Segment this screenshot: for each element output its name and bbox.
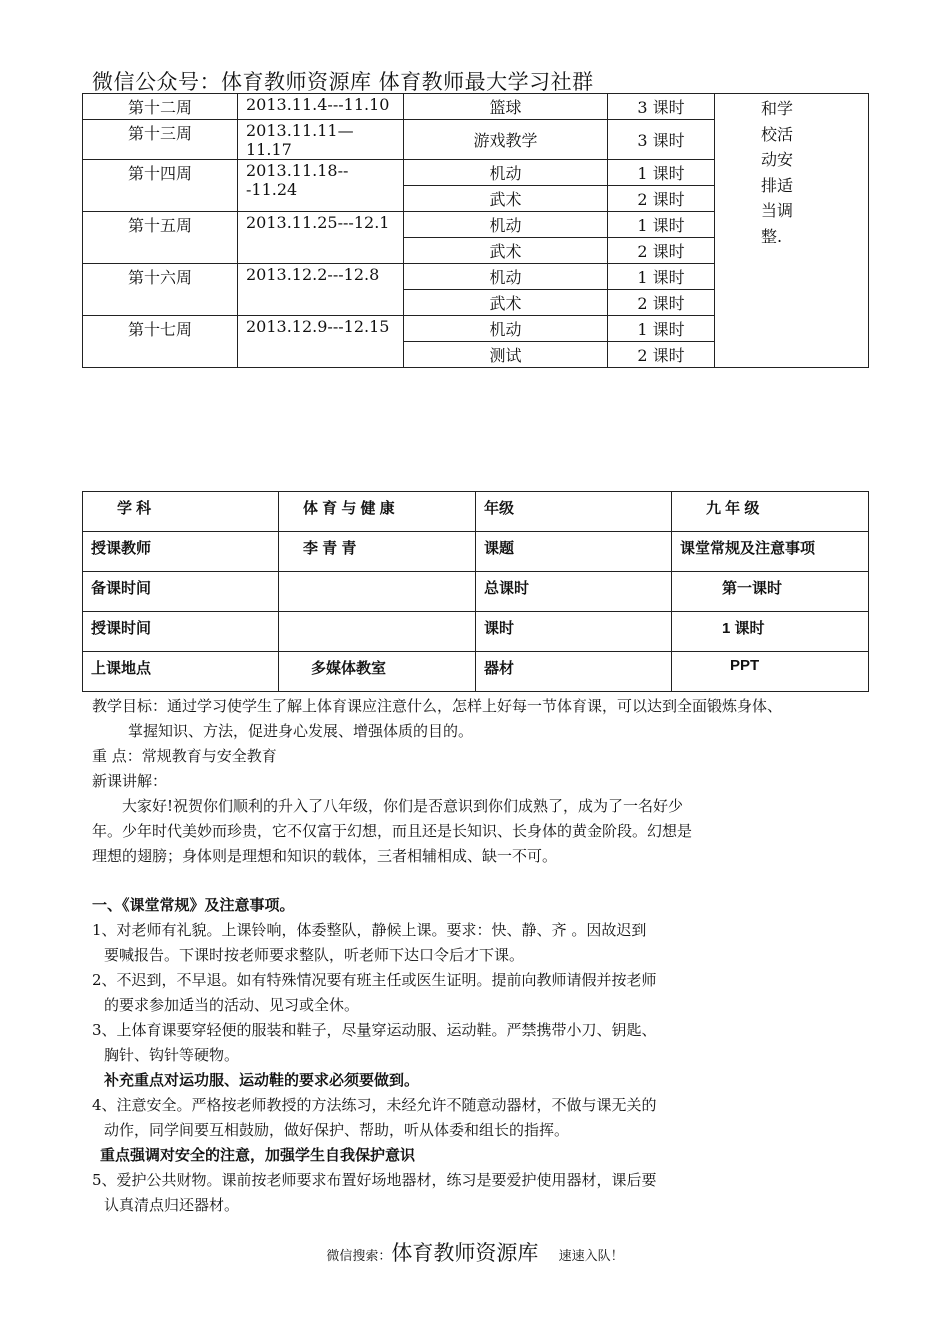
rule-4-line-2: 动作，同学间要互相鼓励，做好保护、帮助，听从体委和组长的指挥。 [104,1121,570,1139]
note-line: 整. [761,226,783,246]
rule-2-line-1: 2、不迟到，不早退。如有特殊情况要有班主任或医生证明。提前向教师请假并按老师 [92,971,657,989]
note-line: 排适 [761,175,794,195]
note-cell [715,94,869,368]
date-cell: 2013.12.9---12.15 [238,316,404,368]
total-hours-value: 第一课时 [672,572,869,612]
note-line: 和学 [761,99,794,118]
teaching-goal-line-2: 掌握知识、方法，促进身心发展、增强体质的目的。 [128,722,474,740]
new-lesson-label: 新课讲解： [92,772,168,790]
week-cell: 第十四周 [83,160,238,212]
prep-time-value [279,572,476,612]
teacher-label: 授课教师 [83,532,279,572]
content-cell: 武术 [404,186,608,212]
note-line: 当调 [761,201,794,220]
rule-1-line-1: 1、对老师有礼貌。上课铃响，体委整队，静候上课。要求：快、静、齐 。因故迟到 [92,921,647,939]
lesson-time-label: 授课时间 [83,612,279,652]
hours-cell: 1 课时 [608,316,715,342]
rule-3-line-1: 3、上体育课要穿轻便的服装和鞋子，尽量穿运动服、运动鞋。严禁携带小刀、钥匙、 [92,1021,657,1039]
period-label: 课时 [476,612,672,652]
hours-cell: 2 课时 [608,290,715,316]
footer-prefix: 微信搜索： [326,1249,392,1264]
content-cell: 篮球 [404,94,608,120]
intro-line-2: 年。少年时代美妙而珍贵，它不仅富于幻想，而且还是长知识、长身体的黄金阶段。幻想是 [92,822,693,840]
content-cell: 机动 [404,316,608,342]
note-line: 校活 [761,124,794,144]
week-cell: 第十三周 [83,120,238,160]
page-header: 微信公众号：体育教师资源库 体育教师最大学习社群 [92,70,594,94]
content-cell: 机动 [404,264,608,290]
note-line: 动安 [761,150,794,169]
content-cell: 测试 [404,342,608,368]
subject-value: 体 育 与 健 康 [279,492,476,532]
topic-value: 课堂常规及注意事项 [672,532,869,572]
footer-brand: 体育教师资源库 [391,1241,539,1265]
date-cell: 2013.11.25---12.1 [238,212,404,264]
week-cell: 第十七周 [83,316,238,368]
rule-3-emphasis: 补充重点对运功服、运动鞋的要求必须要做到。 [104,1071,420,1089]
place-value: 多媒体教室 [279,652,476,692]
rule-2-line-2: 的要求参加适当的活动、见习或全休。 [104,996,360,1014]
equipment-value: PPT [672,652,869,692]
hours-cell: 1 课时 [608,264,715,290]
content-cell: 游戏教学 [404,120,608,160]
rule-3-line-2: 胸针、钩针等硬物。 [104,1046,240,1064]
content-cell: 机动 [404,160,608,186]
rule-5-line-2: 认真清点归还器材。 [104,1196,240,1214]
schedule-table [82,93,869,368]
week-cell: 第十五周 [83,212,238,264]
hours-cell: 2 课时 [608,186,715,212]
rule-4-line-1: 4、注意安全。严格按老师教授的方法练习，未经允许不随意动器材，不做与课无关的 [92,1096,657,1114]
date-cell: 2013.11.4---11.10 [238,94,404,120]
content-cell: 武术 [404,290,608,316]
hours-cell: 1 课时 [608,212,715,238]
hours-cell: 2 课时 [608,238,715,264]
prep-time-label: 备课时间 [83,572,279,612]
lesson-info-table [82,491,869,692]
page-footer [0,1237,950,1267]
footer-suffix: 速速入队！ [558,1249,624,1264]
content-cell: 机动 [404,212,608,238]
teacher-value: 李 青 青 [279,532,476,572]
hours-cell: 1 课时 [608,160,715,186]
rule-4-emphasis: 重点强调对安全的注意，加强学生自我保护意识 [100,1146,416,1164]
rule-5-line-1: 5、爱护公共财物。课前按老师要求布置好场地器材，练习是要爱护使用器材，课后要 [92,1171,657,1189]
hours-cell: 3 课时 [608,94,715,120]
subject-label: 学 科 [83,492,279,532]
date-cell: 2013.12.2---12.8 [238,264,404,316]
equipment-label: 器材 [476,652,672,692]
intro-line-3: 理想的翅膀；身体则是理想和知识的载体，三者相辅相成、缺一不可。 [92,847,558,865]
hours-cell: 2 课时 [608,342,715,368]
intro-line-1: 大家好!祝贺你们顺利的升入了八年级，你们是否意识到你们成熟了，成为了一名好少 [122,797,684,815]
content-cell: 武术 [404,238,608,264]
week-cell: 第十二周 [83,94,238,120]
topic-label: 课题 [476,532,672,572]
lesson-time-value [279,612,476,652]
date-cell: 2013.11.11—11.17 [238,120,404,160]
teaching-goal-line-1: 教学目标：通过学习使学生了解上体育课应注意什么，怎样上好每一节体育课，可以达到全面锻炼身体、 [92,697,783,715]
period-value: 1 课时 [672,612,869,652]
grade-label: 年级 [476,492,672,532]
section-title: 一、《课堂常规》及注意事项。 [92,896,295,914]
week-cell: 第十六周 [83,264,238,316]
total-hours-label: 总课时 [476,572,672,612]
date-cell: 2013.11.18---11.24 [238,160,404,212]
hours-cell: 3 课时 [608,120,715,160]
key-point: 重 点：常规教育与安全教育 [92,747,277,765]
rule-1-line-2: 要喊报告。下课时按老师要求整队，听老师下达口令后才下课。 [104,946,525,964]
grade-value: 九 年 级 [672,492,869,532]
place-label: 上课地点 [83,652,279,692]
